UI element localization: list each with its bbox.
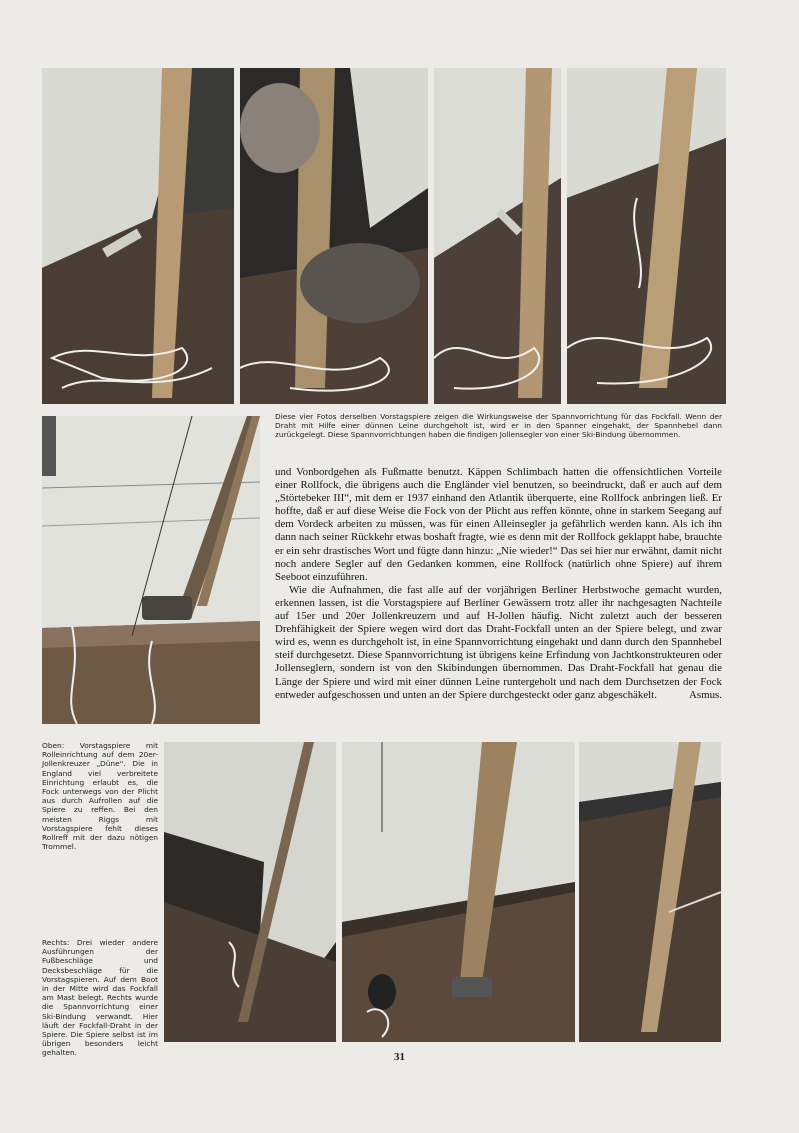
photo-top-2	[240, 68, 428, 404]
photo-top-4	[567, 68, 726, 404]
photo-top-1	[42, 68, 234, 404]
caption-top-photos: Diese vier Fotos derselben Vorstagspiere zeigen die Wirkungsweise der Spannvorrichtung für das Fockfall. Wenn der Draht mit Hilfe einer dünnen Leine durchgeholt ist, wird er in den Spanner eingehakt, der Spannhebel dann zurückgelegt. Diese Spannvorrichtungen haben die findigen Jollensegler von einer Ski-Bindung übernommen.	[275, 412, 722, 440]
page-number: 31	[394, 1051, 405, 1063]
photo-bottom-1	[164, 742, 336, 1042]
article-paragraph-2: Wie die Aufnahmen, die fast alle auf der vorjährigen Berliner Herbstwoche gemacht wurden, erkennen lassen, ist die Vorstagspiere auf Berliner Gewässern trotz aller ihr nachgesagten Nachteile auf 15er und 20er Jollenkreuzern und auf H-Jollen häufig. Nicht zuletzt auch der besseren Drehfähigkeit der Spiere wegen wird dort das Draht-Fockfall unten an der Spiere belegt, und zwar wird es, wenn es durchgeholt ist, in eine Spannvorrichtung eingehakt und dann durch den Spannhebel steif durchgesetzt. Diese Spannvorrichtung ist übrigens keine Erfindung von Jachtkonstrukteuren oder Jollenseglern, sondern ist von den Skibindungen übernommen. Das Draht-Fockfall hat genau die Länge der Spiere und wird mit einer dünnen Leine runtergeholt und nach dem Durchsetzen der Fock entweder aufgeschossen und unten an der Spiere durchgesteckt oder ganz abgeschäkelt. Asmus.	[275, 583, 722, 701]
article-body	[275, 466, 722, 702]
article-author: Asmus.	[689, 688, 722, 701]
caption-rollfock: Oben: Vorstagspiere mit Rolleinrichtung auf dem 20er-Jollenkreuzer „Düne“. Die in England viel verbreitete Einrichtung erlaubt es, die Fock unterwegs von der Plicht aus durch Aufrollen auf die Spiere zu reffen. Bei den meisten Riggs mit Vorstagspiere fehlt dieses Rollreff mit der dazu nötigen Trommel.	[42, 741, 158, 852]
caption-bottom-photos: Rechts: Drei wieder andere Ausführungen der Fußbeschläge und Decksbeschläge für die Vorstagspieren. Auf dem Boot in der Mitte wird das Fockfall am Mast belegt. Rechts wurde die Spannvorrichtung einer Ski-Bindung verwandt. Hier läuft der Fockfall-Draht in der Spiere. Die Spiere selbst ist im übrigen besonders leicht gehalten.	[42, 938, 158, 1058]
photo-rollfock	[42, 416, 260, 724]
photo-top-3	[434, 68, 561, 404]
article-paragraph-1: und Vonbordgehen als Fußmatte benutzt. Käppen Schlimbach hatten die offensichtlichen Vorteile einer Rollfock, die übrigens auch die Engländer viel benutzen, so beeindruckt, daß er auch auf dem „Störtebeker III“, mit dem er 1937 einhand den Atlantik überquerte, eine Rollfock anbringen ließ. Er hoffte, daß er auf diese Weise die Fock von der Plicht aus reffen könnte, ohne in starkem Seegang auf dem Vordeck arbeiten zu müssen, was für einen Alleinsegler ja gefährlich werden kann. Als ich ihn dann nach seiner Rückkehr etwas boshaft fragte, wie es denn mit der Rollfock geklappt habe, brauchte er ein sehr drastisches Wort und fügte dann hinzu: „Nie wieder!“ Das sei hier nur erwähnt, damit nicht noch andere Segler auf den Gedanken kommen, eine Rollfock (natürlich ohne Spiere) auf ihrem Seeboot einzuführen.	[275, 466, 722, 583]
photo-bottom-2	[342, 742, 575, 1042]
photo-bottom-3	[579, 742, 721, 1042]
